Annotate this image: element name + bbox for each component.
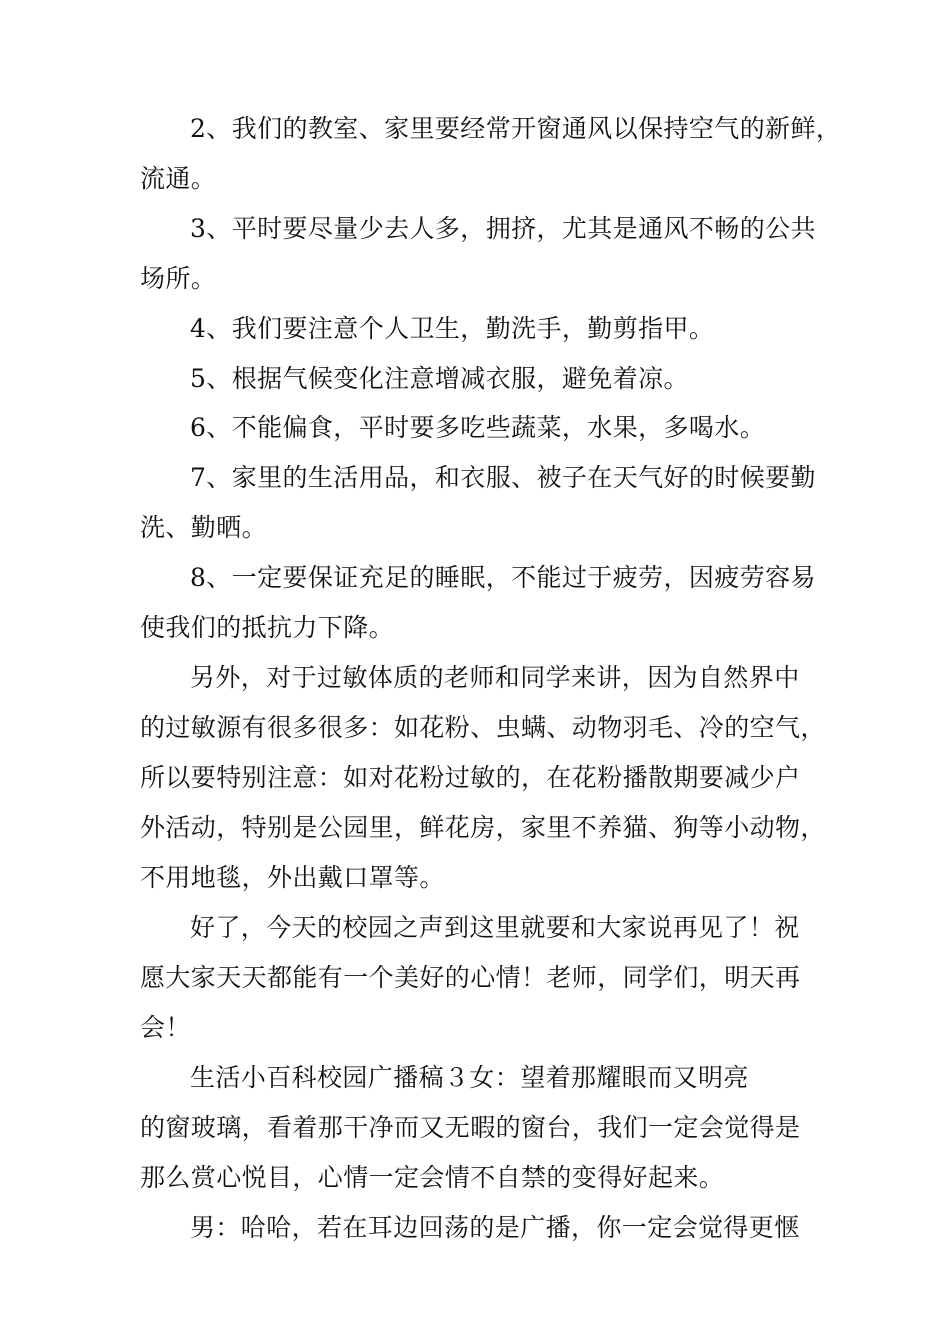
text-line: 8、一定要保证充足的睡眠，不能过于疲劳，因疲劳容易 [190, 563, 816, 592]
text-line: 5、根据气候变化注意增减衣服，避免着凉。 [190, 364, 689, 393]
text-line: 会！ [140, 1013, 191, 1042]
text-line: 生活小百科校园广播稿３女：望着那耀眼而又明亮 [190, 1063, 749, 1092]
text-line: 3、平时要尽量少去人多，拥挤，尤其是通风不畅的公共 [190, 214, 816, 243]
text-line: 不用地毯，外出戴口罩等。 [140, 863, 445, 892]
text-line: 好了，今天的校园之声到这里就要和大家说再见了！祝 [190, 913, 800, 942]
text-line: 的过敏源有很多很多：如花粉、虫螨、动物羽毛、冷的空气， [140, 713, 826, 742]
text-line: 洗、勤晒。 [140, 513, 268, 542]
text-line: 场所。 [140, 264, 217, 293]
text-line: 愿大家天天都能有一个美好的心情！老师，同学们，明天再 [140, 963, 801, 992]
text-line: 使我们的抵抗力下降。 [140, 613, 395, 642]
text-line: 的窗玻璃，看着那干净而又无暇的窗台，我们一定会觉得是 [140, 1113, 801, 1142]
text-line: 4、我们要注意个人卫生，勤洗手，勤剪指甲。 [190, 314, 715, 343]
text-line: 流通。 [140, 164, 217, 193]
text-line: 6、不能偏食，平时要多吃些蔬菜，水果，多喝水。 [190, 413, 766, 442]
text-line: 男：哈哈，若在耳边回荡的是广播，你一定会觉得更惬 [190, 1213, 800, 1242]
text-line: 另外，对于过敏体质的老师和同学来讲，因为自然界中 [190, 663, 800, 692]
text-line: 2、我们的教室、家里要经常开窗通风以保持空气的新鲜， [190, 114, 842, 143]
text-line: 所以要特别注意：如对花粉过敏的，在花粉播散期要减少户 [140, 763, 801, 792]
text-line: 那么赏心悦目，心情一定会情不自禁的变得好起来。 [140, 1163, 725, 1192]
text-line: 7、家里的生活用品，和衣服、被子在天气好的时候要勤 [190, 463, 816, 492]
text-line: 外活动，特别是公园里，鲜花房，家里不养猫、狗等小动物， [140, 813, 826, 842]
